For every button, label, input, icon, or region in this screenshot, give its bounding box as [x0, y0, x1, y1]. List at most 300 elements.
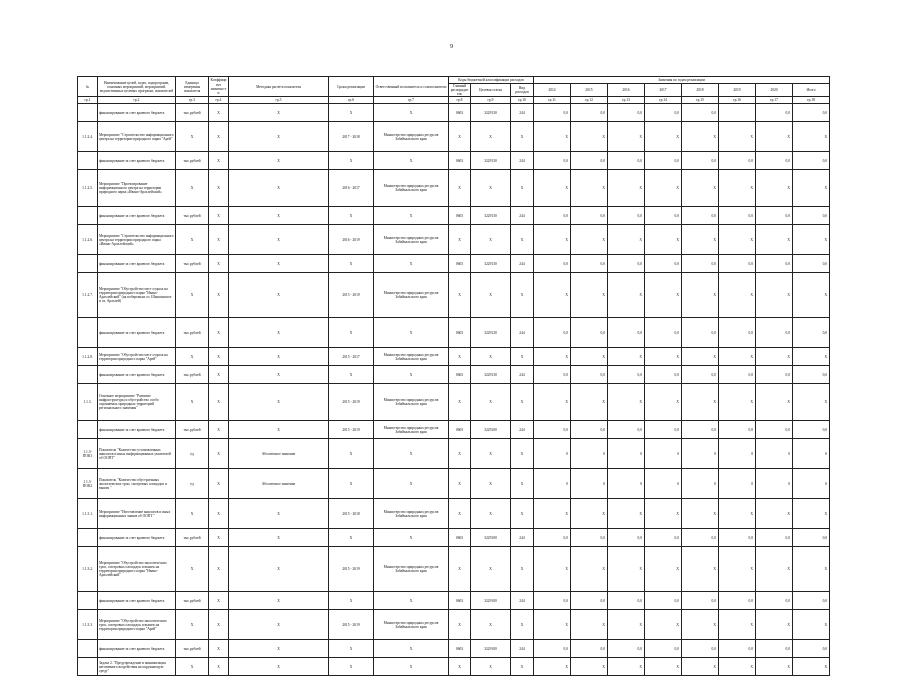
cell-no [78, 255, 98, 273]
cell-total: 0,0 [793, 421, 830, 439]
cell-year-value: X [756, 273, 793, 318]
cell-year-value: X [571, 122, 608, 152]
cell-year-value: 0,0 [645, 207, 682, 225]
cell-target: X [471, 225, 511, 255]
cell-year-value: X [645, 273, 682, 318]
cell-unit: тыс.рублей [176, 152, 209, 170]
table-row [78, 610, 830, 640]
cell-year-value: X [571, 499, 608, 529]
cell-total: X [793, 499, 830, 529]
cell-method: X [229, 225, 329, 255]
cell-method: X [229, 384, 329, 421]
cell-terms: 2015 - 2019 [329, 421, 374, 439]
column-number: гр.14 [645, 97, 682, 104]
cell-unit: тыс.рублей [176, 207, 209, 225]
cell-name: Показатель "Количество установленных аншлагов и иных информационных указателей об ООПТ" [98, 439, 176, 469]
cell-year-value: X [571, 547, 608, 592]
cell-total: 0,0 [793, 255, 830, 273]
cell-method: X [229, 640, 329, 658]
page-number: 9 [450, 44, 453, 50]
cell-total: X [793, 610, 830, 640]
cell-unit: X [176, 348, 209, 366]
col-total: Итого [793, 84, 830, 97]
cell-year-value: 0,0 [719, 529, 756, 547]
cell-year-value: X [534, 658, 571, 676]
table-row [78, 439, 830, 469]
cell-year-value: X [682, 225, 719, 255]
cell-year-value [719, 104, 756, 122]
cell-responsible: Министерство природных ресурсов Забайкальского края [374, 499, 449, 529]
cell-responsible: X [374, 318, 449, 348]
column-number: гр.11 [534, 97, 571, 104]
cell-admin: X [449, 170, 471, 207]
cell-coef: X [209, 547, 229, 592]
cell-year-value: 0 [719, 439, 756, 469]
cell-year-value: X [719, 499, 756, 529]
cell-admin: X [449, 658, 471, 676]
cell-year-value: 0,0 [608, 318, 645, 348]
cell-vid: 244 [511, 152, 534, 170]
cell-year-value: X [645, 658, 682, 676]
cell-year-value: 0,0 [682, 366, 719, 384]
cell-year-value: X [719, 384, 756, 421]
cell-coef: X [209, 610, 229, 640]
cell-vid: X [511, 658, 534, 676]
cell-unit: тыс.рублей [176, 592, 209, 610]
cell-no: 1.1.2.4. [78, 122, 98, 152]
col-method: Методика расчета показателя [229, 77, 329, 97]
cell-year-value: 0 [534, 439, 571, 469]
cell-coef: X [209, 225, 229, 255]
cell-year-value: 0,0 [608, 152, 645, 170]
cell-year-value: X [534, 610, 571, 640]
cell-year-value: 0,0 [719, 421, 756, 439]
cell-total: X [793, 658, 830, 676]
cell-vid: X [511, 547, 534, 592]
cell-terms: 2016 - 2019 [329, 225, 374, 255]
cell-year-value: 0,0 [756, 640, 793, 658]
cell-total: 0 [793, 469, 830, 499]
cell-year-value: X [682, 170, 719, 207]
cell-total: X [793, 348, 830, 366]
cell-terms: X [329, 366, 374, 384]
cell-no: 1.1.2.6. [78, 225, 98, 255]
cell-year-value: 0,0 [682, 152, 719, 170]
cell-year-value: X [534, 547, 571, 592]
cell-name: Мероприятие "Строительство информационного центра на территории природного парка «Ивано-Арахлейский» [98, 225, 176, 255]
table-row [78, 152, 830, 170]
cell-year-value: X [645, 610, 682, 640]
cell-unit: тыс.рублей [176, 366, 209, 384]
cell-admin: 0603 [449, 318, 471, 348]
cell-terms: 2015 - 2019 [329, 273, 374, 318]
cell-admin: 0603 [449, 421, 471, 439]
cell-terms: 2015 - 2017 [329, 348, 374, 366]
cell-terms: 2017 - 2018 [329, 122, 374, 152]
cell-admin: 0603 [449, 366, 471, 384]
cell-name: Мероприятие "Обустройство мест отдыха на территории природного парка "Ивано-Арахлейский" (на побережьях оз. Шакшинское и оз. Арахлей) [98, 273, 176, 318]
cell-year-value: X [756, 610, 793, 640]
cell-year-value: 0,0 [571, 640, 608, 658]
cell-terms: X [329, 439, 374, 469]
cell-no [78, 207, 98, 225]
cell-vid: 244 [511, 366, 534, 384]
cell-admin: X [449, 499, 471, 529]
cell-name: финансирование за счет краевого бюджета [98, 207, 176, 225]
cell-year-value: 0,0 [571, 529, 608, 547]
cell-year-value: X [756, 225, 793, 255]
cell-year-value: X [682, 658, 719, 676]
cell-year-value: X [571, 384, 608, 421]
cell-unit: X [176, 610, 209, 640]
cell-no [78, 104, 98, 122]
cell-terms: X [329, 592, 374, 610]
cell-total: 0,0 [793, 529, 830, 547]
cell-no [78, 152, 98, 170]
cell-name: Мероприятие "Строительство информационного центра на территории природного парка "Арей" [98, 122, 176, 152]
cell-year-value: X [534, 348, 571, 366]
cell-year-value: X [608, 225, 645, 255]
cell-name: Мероприятие "Проектирование информационного центра на территории природного парка «Ивано-Арахлейский» [98, 170, 176, 207]
cell-no [78, 421, 98, 439]
cell-method: X [229, 348, 329, 366]
cell-terms: X [329, 469, 374, 499]
cell-no [78, 658, 98, 676]
cell-target: X [471, 348, 511, 366]
cell-year-value: X [534, 122, 571, 152]
column-number: гр.15 [682, 97, 719, 104]
table-row [78, 384, 830, 421]
cell-year-value: 0,0 [645, 366, 682, 384]
cell-year-value: 0 [608, 469, 645, 499]
cell-year-value: X [756, 348, 793, 366]
column-number: гр.17 [756, 97, 793, 104]
cell-terms: X [329, 152, 374, 170]
col-unit: Единица измерения показателя [176, 77, 209, 97]
cell-admin: 0603 [449, 152, 471, 170]
cell-admin: X [449, 225, 471, 255]
cell-year-value: 0,0 [645, 255, 682, 273]
cell-year-value: 0,0 [608, 529, 645, 547]
cell-method: X [229, 318, 329, 348]
cell-no [78, 318, 98, 348]
cell-no: 1.1.2.8. [78, 348, 98, 366]
cell-vid: 244 [511, 640, 534, 658]
cell-year-value: 0,0 [571, 421, 608, 439]
column-number: гр.6 [329, 97, 374, 104]
col-name: Наименование целей, задач, подпрограмм, основных мероприятий, мероприятий, ведомственных целевых программ, показателей [98, 77, 176, 97]
cell-total: 0,0 [793, 318, 830, 348]
cell-year-value: X [608, 658, 645, 676]
cell-terms: X [329, 104, 374, 122]
cell-coef: X [209, 439, 229, 469]
cell-target: 3229130 [471, 207, 511, 225]
cell-method: X [229, 366, 329, 384]
cell-name: финансирование за счет краевого бюджета [98, 104, 176, 122]
table-row [78, 348, 830, 366]
cell-year-value: X [645, 225, 682, 255]
cell-year-value: 0,0 [534, 592, 571, 610]
cell-year-value: X [682, 348, 719, 366]
cell-vid: 244 [511, 207, 534, 225]
cell-terms: 2015 - 2018 [329, 499, 374, 529]
cell-name: Показатель "Количество обустроенных экологических троп, смотровых площадок и вышек " [98, 469, 176, 499]
cell-admin: 0603 [449, 207, 471, 225]
cell-total: 0,0 [793, 640, 830, 658]
cell-year-value: X [608, 122, 645, 152]
cell-target: 3229130 [471, 104, 511, 122]
cell-year-value: X [571, 610, 608, 640]
cell-method: X [229, 499, 329, 529]
column-number: гр.3 [176, 97, 209, 104]
cell-coef: X [209, 255, 229, 273]
cell-year-value: 0,0 [645, 529, 682, 547]
cell-responsible: Министерство природных ресурсов Забайкальского края [374, 170, 449, 207]
cell-no: 1.1.3. [78, 384, 98, 421]
cell-responsible: X [374, 529, 449, 547]
cell-year-value: X [682, 547, 719, 592]
cell-name: Мероприятие "Изготовление аншлагов и иных информационных знаков об ООПТ " [98, 499, 176, 529]
column-number: гр.1 [78, 97, 98, 104]
cell-method: X [229, 152, 329, 170]
cell-year-value: 0,0 [608, 421, 645, 439]
cell-year-value: 0,0 [719, 366, 756, 384]
cell-year-value: 0,0 [608, 255, 645, 273]
cell-vid: X [511, 439, 534, 469]
cell-year-value: X [719, 170, 756, 207]
column-number: гр.12 [571, 97, 608, 104]
cell-unit: тыс.рублей [176, 421, 209, 439]
cell-year-value: X [571, 225, 608, 255]
cell-year-value: 0 [645, 439, 682, 469]
cell-name: финансирование за счет краевого бюджета [98, 255, 176, 273]
cell-unit: X [176, 170, 209, 207]
cell-admin: 0603 [449, 104, 471, 122]
cell-year-value: 0,0 [608, 104, 645, 122]
cell-year-value: X [608, 547, 645, 592]
cell-method: X [229, 122, 329, 152]
cell-terms: X [329, 255, 374, 273]
cell-target: X [471, 122, 511, 152]
table-row [78, 366, 830, 384]
cell-year-value: X [756, 658, 793, 676]
cell-responsible: Министерство природных ресурсов Забайкальского края [374, 421, 449, 439]
table-row [78, 499, 830, 529]
cell-year-value: X [719, 610, 756, 640]
cell-method: X [229, 104, 329, 122]
cell-total: X [793, 547, 830, 592]
cell-total: X [793, 170, 830, 207]
column-number: гр.16 [719, 97, 756, 104]
cell-method: X [229, 170, 329, 207]
table-row [78, 122, 830, 152]
cell-target: X [471, 439, 511, 469]
cell-target: 3229100 [471, 529, 511, 547]
cell-year-value: X [645, 170, 682, 207]
cell-method: X [229, 658, 329, 676]
column-number: гр.9 [471, 97, 511, 104]
cell-coef: X [209, 207, 229, 225]
cell-year-value: X [719, 658, 756, 676]
cell-year-value: 0,0 [719, 152, 756, 170]
cell-coef: X [209, 469, 229, 499]
cell-year-value: 0,0 [534, 640, 571, 658]
cell-unit: ед [176, 469, 209, 499]
table-row [78, 273, 830, 318]
cell-year-value: 0,0 [756, 255, 793, 273]
cell-year-value: 0,0 [719, 592, 756, 610]
cell-year-value: 0,0 [682, 318, 719, 348]
cell-admin: 0603 [449, 529, 471, 547]
col-year: 2018 [682, 84, 719, 97]
cell-vid: 244 [511, 529, 534, 547]
cell-responsible: Министерство природных ресурсов Забайкальского края [374, 384, 449, 421]
cell-year-value: 0,0 [608, 592, 645, 610]
cell-year-value: 0,0 [534, 255, 571, 273]
cell-admin: 0603 [449, 640, 471, 658]
cell-year-value: X [682, 384, 719, 421]
cell-no: 1.1.3-ПОК2 [78, 469, 98, 499]
cell-year-value: X [534, 170, 571, 207]
cell-coef: X [209, 348, 229, 366]
cell-no: 1.1.3-ПОК1 [78, 439, 98, 469]
cell-name: финансирование за счет краевого бюджета [98, 529, 176, 547]
cell-name: Мероприятие "Обустройство экологических троп, смотровых площадок и вышек на территории природного парка "Ивано-Арахлейский" [98, 547, 176, 592]
cell-year-value: X [571, 348, 608, 366]
cell-year-value: 0 [682, 439, 719, 469]
cell-year-value: X [608, 273, 645, 318]
cell-method: Абсолютное значение [229, 469, 329, 499]
cell-method: X [229, 547, 329, 592]
cell-year-value: 0,0 [571, 592, 608, 610]
cell-responsible: Министерство природных ресурсов Забайкальского края [374, 225, 449, 255]
cell-no: 1.1.3.2. [78, 547, 98, 592]
cell-unit: X [176, 547, 209, 592]
cell-unit: X [176, 273, 209, 318]
cell-total: 0,0 [793, 152, 830, 170]
cell-target: X [471, 273, 511, 318]
cell-name: Мероприятие "Обустройство экологических троп, смотровых площадок и вышек на территории природного парка "Арей" [98, 610, 176, 640]
cell-vid: X [511, 384, 534, 421]
cell-year-value: 0,0 [719, 318, 756, 348]
column-number: гр.5 [229, 97, 329, 104]
table-row [78, 318, 830, 348]
table-row [78, 469, 830, 499]
cell-year-value: X [645, 348, 682, 366]
cell-year-value: X [756, 170, 793, 207]
cell-year-value: X [682, 122, 719, 152]
cell-year-value: 0,0 [534, 421, 571, 439]
cell-year-value: 0,0 [571, 366, 608, 384]
cell-year-value: 0,0 [608, 207, 645, 225]
col-coef: Коэффициент значимости [209, 77, 229, 97]
cell-year-value: 0,0 [756, 421, 793, 439]
cell-method: X [229, 255, 329, 273]
table-row [78, 592, 830, 610]
cell-admin: 0603 [449, 255, 471, 273]
cell-year-value: 0,0 [756, 592, 793, 610]
cell-vid: X [511, 348, 534, 366]
cell-total: 0,0 [793, 592, 830, 610]
cell-year-value: X [682, 610, 719, 640]
cell-terms: 2015 - 2019 [329, 384, 374, 421]
cell-year-value: X [719, 225, 756, 255]
cell-target: X [471, 610, 511, 640]
cell-responsible: Министерство природных ресурсов Забайкальского края [374, 610, 449, 640]
cell-responsible: Министерство природных ресурсов Забайкальского края [374, 122, 449, 152]
cell-method: X [229, 529, 329, 547]
cell-responsible: Министерство природных ресурсов Забайкальского края [374, 547, 449, 592]
col-year: 2020 [756, 84, 793, 97]
cell-year-value: 0,0 [534, 104, 571, 122]
cell-terms: 2016 - 2017 [329, 170, 374, 207]
cell-terms: 2015 - 2019 [329, 547, 374, 592]
cell-coef: X [209, 152, 229, 170]
cell-terms: 2015 - 2019 [329, 610, 374, 640]
cell-total: 0,0 [793, 104, 830, 122]
cell-target: 3229100 [471, 592, 511, 610]
cell-coef: X [209, 170, 229, 207]
cell-total: X [793, 122, 830, 152]
col-year: 2017 [645, 84, 682, 97]
cell-admin: X [449, 348, 471, 366]
column-number: гр.7 [374, 97, 449, 104]
cell-responsible: X [374, 439, 449, 469]
cell-vid: X [511, 273, 534, 318]
cell-year-value: 0,0 [645, 104, 682, 122]
cell-coef: X [209, 384, 229, 421]
cell-responsible: X [374, 366, 449, 384]
cell-year-value: X [682, 499, 719, 529]
cell-vid: X [511, 499, 534, 529]
cell-coef: X [209, 640, 229, 658]
cell-admin: X [449, 384, 471, 421]
cell-terms: X [329, 529, 374, 547]
cell-name: финансирование за счет краевого бюджета [98, 421, 176, 439]
cell-responsible: Министерство природных ресурсов Забайкальского края [374, 273, 449, 318]
cell-total: X [793, 225, 830, 255]
cell-coef: X [209, 658, 229, 676]
cell-vid: 244 [511, 104, 534, 122]
cell-target: 3229130 [471, 255, 511, 273]
cell-year-value: 0,0 [756, 104, 793, 122]
cell-admin: X [449, 439, 471, 469]
cell-target: X [471, 547, 511, 592]
cell-name: финансирование за счет краевого бюджета [98, 592, 176, 610]
cell-coef: X [209, 122, 229, 152]
cell-year-value: X [645, 384, 682, 421]
cell-vid: 244 [511, 592, 534, 610]
cell-year-value: X [719, 547, 756, 592]
column-number: гр.10 [511, 97, 534, 104]
table-row [78, 207, 830, 225]
cell-no [78, 592, 98, 610]
cell-admin: X [449, 122, 471, 152]
cell-year-value: 0,0 [645, 640, 682, 658]
cell-year-value: 0,0 [756, 152, 793, 170]
cell-target: 3229130 [471, 318, 511, 348]
col-responsible: Ответственный исполнитель и соисполнители [374, 77, 449, 97]
cell-unit: тыс.рублей [176, 255, 209, 273]
cell-year-value: 0,0 [534, 366, 571, 384]
table-row [78, 225, 830, 255]
col-year: 2014 [534, 84, 571, 97]
cell-year-value: 0,0 [571, 152, 608, 170]
cell-admin: X [449, 610, 471, 640]
cell-year-value: X [756, 499, 793, 529]
cell-no: 1.1.3.3. [78, 610, 98, 640]
cell-year-value: X [645, 122, 682, 152]
